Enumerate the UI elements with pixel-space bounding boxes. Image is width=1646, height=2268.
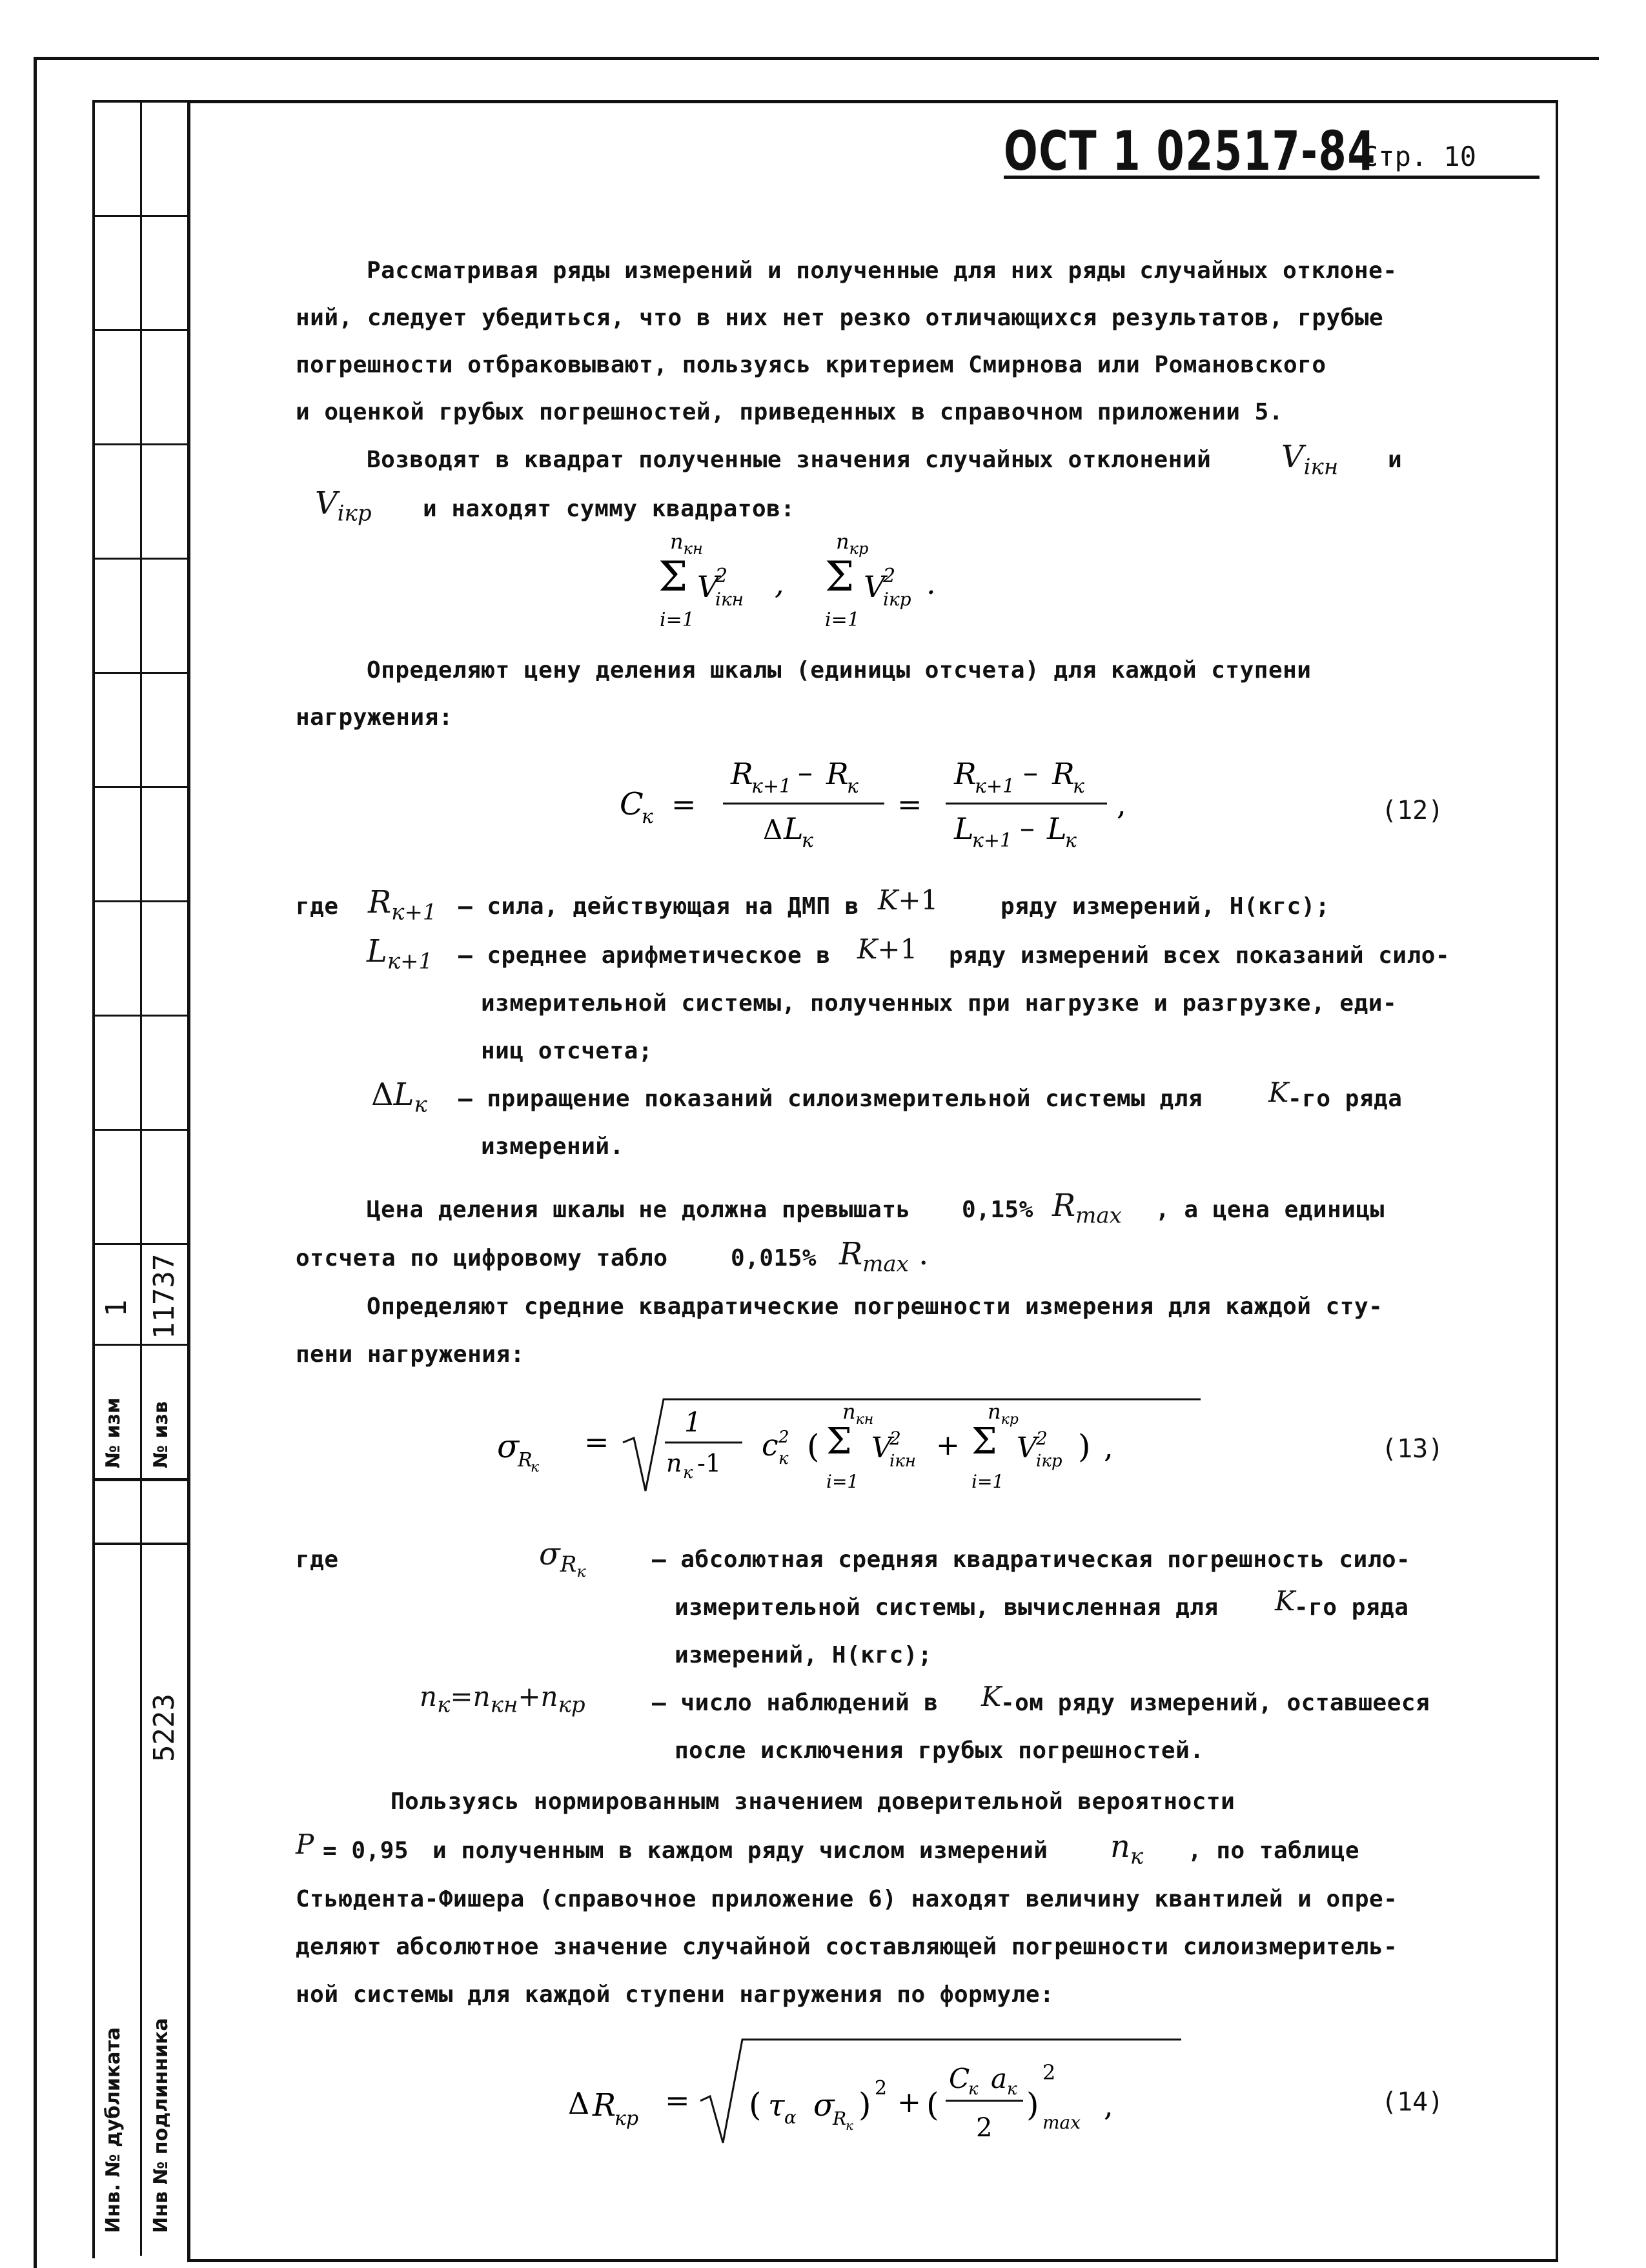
- paragraph-line: Определяют цену деления шкалы (единицы отсчета) для каждой ступени: [367, 657, 1312, 683]
- symbol-l-k1: $L_{к+1}$: [367, 933, 433, 975]
- symbol-r-max: $R_{max}$ .: [839, 1236, 929, 1277]
- svg-text:R: R: [833, 2108, 847, 2129]
- paragraph-word: и: [1388, 447, 1403, 473]
- svg-text:Σ: Σ: [825, 553, 855, 601]
- svg-text:i=1: i=1: [825, 609, 860, 631]
- equation-number: (12): [1381, 796, 1444, 825]
- svg-text:V: V: [697, 569, 719, 604]
- svg-text:Σ: Σ: [826, 1421, 852, 1463]
- symbol-n-k: $n_к=n_{кн}+n_{кр}$: [420, 1681, 585, 1718]
- svg-text:Σ: Σ: [971, 1421, 997, 1463]
- paragraph-line: пени нагружения:: [296, 1341, 525, 1368]
- svg-text:2: 2: [1036, 1428, 1048, 1449]
- svg-text:R: R: [518, 1449, 533, 1472]
- svg-text:к: к: [642, 805, 653, 828]
- svg-text:-1: -1: [697, 1449, 722, 1477]
- svg-text:2: 2: [889, 1428, 901, 1449]
- margin-rule: [92, 1243, 187, 1245]
- margin-number: 5223: [148, 1694, 181, 1762]
- svg-text:R: R: [1052, 756, 1075, 791]
- paragraph-line: деляют абсолютное значение случайной составляющей погрешности силоизмеритель-: [296, 1934, 1398, 1960]
- svg-text:к: к: [847, 775, 859, 798]
- definition-text: – сила, действующая на ДМП в: [458, 893, 859, 920]
- paragraph-line: , по таблице: [1188, 1838, 1360, 1864]
- svg-text:i=1: i=1: [660, 609, 695, 631]
- definition-text: – абсолютная средняя квадратическая погрешность сило-: [652, 1546, 1411, 1573]
- svg-text:(: (: [807, 1428, 820, 1465]
- svg-text:(: (: [926, 2086, 939, 2123]
- symbol-p: P: [296, 1828, 314, 1860]
- svg-text:к+1: к+1: [972, 829, 1013, 852]
- svg-text:iкн: iкн: [889, 1452, 916, 1471]
- paragraph-line: отсчета по цифровому табло: [296, 1245, 668, 1271]
- definition-text: -ом ряду измерений, оставшееся: [1001, 1690, 1430, 1716]
- svg-text:2: 2: [1042, 2060, 1056, 2085]
- svg-text:nкн: $n_{кн}$: [670, 529, 703, 558]
- svg-text:σ: σ: [497, 1428, 520, 1465]
- svg-text:2: 2: [976, 2113, 993, 2143]
- svg-text:к: к: [802, 829, 813, 852]
- svg-text:C: C: [949, 2063, 970, 2094]
- svg-text:iкр: iкр: [1036, 1452, 1062, 1471]
- equation-number: (14): [1381, 2087, 1444, 2117]
- definition-text: измерительной системы, полученных при нагрузке и разгрузке, еди-: [481, 990, 1397, 1017]
- svg-text:): ): [859, 2086, 871, 2123]
- margin-rule: [92, 1478, 187, 1481]
- svg-text:R: R: [826, 756, 849, 791]
- svg-text:к: к: [531, 1459, 540, 1475]
- svg-text:кр: кр: [615, 2107, 639, 2130]
- svg-text:nкн: $n_{кн}$: [842, 1399, 874, 1428]
- svg-text:i=1: i=1: [826, 1471, 859, 1492]
- symbol-r-max: $R_{max}$: [1052, 1188, 1122, 1229]
- definition-text: -го ряда: [1294, 1594, 1409, 1621]
- svg-text:к: к: [1065, 829, 1077, 852]
- where-label: где: [296, 893, 339, 920]
- svg-text:–: –: [1020, 810, 1035, 845]
- definition-text: измерительной системы, вычисленная для: [675, 1594, 1219, 1621]
- paragraph-line: Стьюдента-Фишера (справочное приложение 6) находят величину квантилей и опре-: [296, 1886, 1398, 1912]
- value-text: 0,015%: [731, 1245, 817, 1271]
- svg-text:(: (: [749, 2086, 762, 2123]
- definition-text: ниц отсчета;: [481, 1038, 653, 1064]
- paragraph-line: = 0,95: [323, 1838, 409, 1864]
- paragraph-line: и полученным в каждом ряду числом измерений: [432, 1838, 1048, 1864]
- svg-text:2: 2: [883, 565, 896, 587]
- change-label: № изм: [102, 1397, 125, 1468]
- svg-text:к: к: [968, 2080, 979, 2099]
- definition-text: измерений.: [481, 1133, 624, 1160]
- margin-rule: [92, 329, 187, 331]
- svg-text:2: 2: [715, 565, 728, 587]
- svg-text:+: +: [936, 1429, 960, 1462]
- svg-text:,: ,: [775, 566, 784, 601]
- svg-text:–: –: [798, 754, 813, 789]
- paragraph-line: Рассматривая ряды измерений и полученные для них ряды случайных отклоне-: [367, 258, 1397, 284]
- svg-text:α: α: [784, 2107, 797, 2128]
- svg-text:c: c: [762, 1428, 778, 1463]
- formula-v-ikr: $V_{iкр}$: [315, 485, 372, 527]
- svg-text:к: к: [846, 2118, 853, 2133]
- svg-text:a: a: [991, 2063, 1008, 2094]
- symbol-r-k1: $R_{к+1}$: [368, 884, 437, 926]
- svg-text:iкн: iкн: [715, 589, 744, 610]
- paragraph-line: , а цена единицы: [1155, 1197, 1385, 1223]
- definition-text: измерений, Н(кгс);: [675, 1642, 933, 1668]
- notice-label: № изв: [150, 1401, 172, 1468]
- svg-text:к: к: [1007, 2080, 1017, 2099]
- symbol-k1: K+1: [878, 884, 939, 916]
- svg-text:к: к: [778, 1449, 789, 1468]
- svg-text:2: 2: [778, 1428, 789, 1447]
- svg-text:max: max: [1042, 2112, 1081, 2133]
- definition-text: – число наблюдений в: [652, 1690, 939, 1716]
- symbol-k: K: [1275, 1585, 1295, 1617]
- formula-sum-squares: [658, 529, 1046, 633]
- paragraph-line: Пользуясь нормированным значением доверительной вероятности: [391, 1788, 1235, 1815]
- svg-text:=: =: [584, 1424, 609, 1459]
- paragraph-line: ний, следует убедиться, что в них нет резко отличающихся результатов, грубые: [296, 305, 1384, 331]
- margin-rule: [92, 443, 187, 445]
- symbol-delta-l-k: $\Delta L_к$: [371, 1077, 427, 1118]
- document-code: ОСТ 1 02517-84: [1004, 119, 1377, 183]
- notice-value: 11737: [148, 1253, 181, 1339]
- svg-text:=: =: [897, 787, 922, 822]
- margin-rule: [92, 215, 187, 217]
- svg-text:V: V: [1017, 1432, 1037, 1464]
- paragraph-line: Возводят в квадрат полученные значения случайных отклонений: [367, 447, 1212, 473]
- change-value: 1: [100, 1299, 133, 1317]
- svg-text:,: ,: [1117, 787, 1126, 822]
- paragraph-line: и находят сумму квадратов:: [423, 496, 795, 522]
- svg-text:.: .: [926, 566, 936, 601]
- svg-text:2: 2: [875, 2077, 888, 2100]
- margin-rule: [92, 672, 187, 674]
- svg-text:L: L: [784, 811, 804, 846]
- svg-text:–: –: [1023, 754, 1038, 789]
- paragraph-line: и оценкой грубых погрешностей, приведенных в справочном приложении 5.: [296, 399, 1283, 425]
- svg-text:,: ,: [1104, 1430, 1113, 1464]
- formula-12: [613, 742, 1194, 865]
- definition-text: ряду измерений, Н(кгс);: [1001, 893, 1330, 920]
- svg-text:+: +: [897, 2086, 921, 2119]
- svg-text:к: к: [683, 1463, 693, 1483]
- svg-text:R: R: [731, 756, 753, 791]
- svg-text:): ): [1078, 1428, 1091, 1465]
- svg-text:V: V: [871, 1432, 892, 1464]
- definition-text: – среднее арифметическое в: [458, 942, 831, 969]
- symbol-sigma-rk: $\sigma_{R_к}$: [539, 1536, 586, 1581]
- svg-text:σ: σ: [813, 2087, 835, 2123]
- paragraph-line: ной системы для каждой ступени нагружения по формуле:: [296, 1981, 1055, 2008]
- header-rule: [1004, 176, 1539, 179]
- value-text: 0,15%: [962, 1197, 1033, 1223]
- original-inventory-label: Инв № подлинника: [150, 2018, 172, 2233]
- page-number: Стр. 10: [1362, 141, 1477, 172]
- svg-text:nкр: $n_{кр}$: [988, 1399, 1019, 1428]
- svg-text:к: к: [1073, 775, 1084, 798]
- svg-text:iкр: iкр: [883, 589, 911, 610]
- svg-text:Σ: Σ: [658, 553, 688, 601]
- svg-text:=: =: [665, 2083, 690, 2118]
- margin-rule: [92, 1344, 187, 1346]
- svg-text:1: 1: [684, 1406, 702, 1438]
- svg-text:R: R: [954, 756, 977, 791]
- svg-text:C: C: [620, 786, 644, 822]
- margin-rule: [92, 1129, 187, 1131]
- svg-text:к+1: к+1: [751, 775, 792, 798]
- equation-number: (13): [1381, 1434, 1444, 1464]
- paragraph-line: погрешности отбраковывают, пользуясь критерием Смирнова или Романовского: [296, 352, 1326, 378]
- symbol-n-k: $n_к$: [1110, 1828, 1144, 1870]
- svg-text:τ: τ: [768, 2088, 785, 2123]
- svg-text:к+1: к+1: [975, 775, 1015, 798]
- svg-text:): ): [1026, 2086, 1039, 2123]
- definition-text: – приращение показаний силоизмерительной системы для: [458, 1086, 1203, 1112]
- svg-text:n: n: [666, 1449, 682, 1477]
- svg-text:L: L: [954, 811, 974, 846]
- margin-rule: [92, 900, 187, 902]
- symbol-k1: K+1: [857, 933, 918, 965]
- paragraph-line: Цена деления шкалы не должна превышать: [367, 1197, 911, 1223]
- margin-rule: [92, 1015, 187, 1017]
- svg-text:L: L: [1047, 811, 1067, 846]
- svg-text:Δ: Δ: [568, 2086, 590, 2121]
- symbol-k: K: [1268, 1077, 1289, 1108]
- margin-rule: [92, 558, 187, 560]
- margin-rule: [92, 1543, 95, 2256]
- formula-14: [562, 2020, 1272, 2149]
- margin-divider: [140, 100, 142, 2256]
- svg-text:R: R: [593, 2087, 616, 2123]
- svg-text:Δ: Δ: [763, 814, 783, 845]
- margin-rule: [92, 786, 187, 788]
- svg-text:nкр: $n_{кр}$: [836, 529, 869, 558]
- symbol-k: K: [981, 1681, 1002, 1712]
- where-label: где: [296, 1546, 339, 1573]
- svg-text:i=1: i=1: [971, 1471, 1004, 1492]
- definition-text: -го ряда: [1288, 1086, 1403, 1112]
- definition-text: ряду измерений всех показаний сило-: [949, 942, 1450, 969]
- svg-text:=: =: [671, 787, 696, 822]
- duplicate-inventory-label: Инв. № дубликата: [102, 2027, 125, 2233]
- paragraph-line: нагружения:: [296, 704, 453, 731]
- svg-text:V: V: [864, 569, 886, 604]
- definition-text: после исключения грубых погрешностей.: [675, 1737, 1204, 1764]
- svg-text:,: ,: [1104, 2088, 1113, 2123]
- formula-13: [491, 1381, 1265, 1504]
- paragraph-line: Определяют средние квадратические погрешности измерения для каждой сту-: [367, 1293, 1383, 1320]
- margin-rule: [92, 1543, 187, 1545]
- formula-v-ikn: $V_{iкн}$: [1281, 439, 1339, 480]
